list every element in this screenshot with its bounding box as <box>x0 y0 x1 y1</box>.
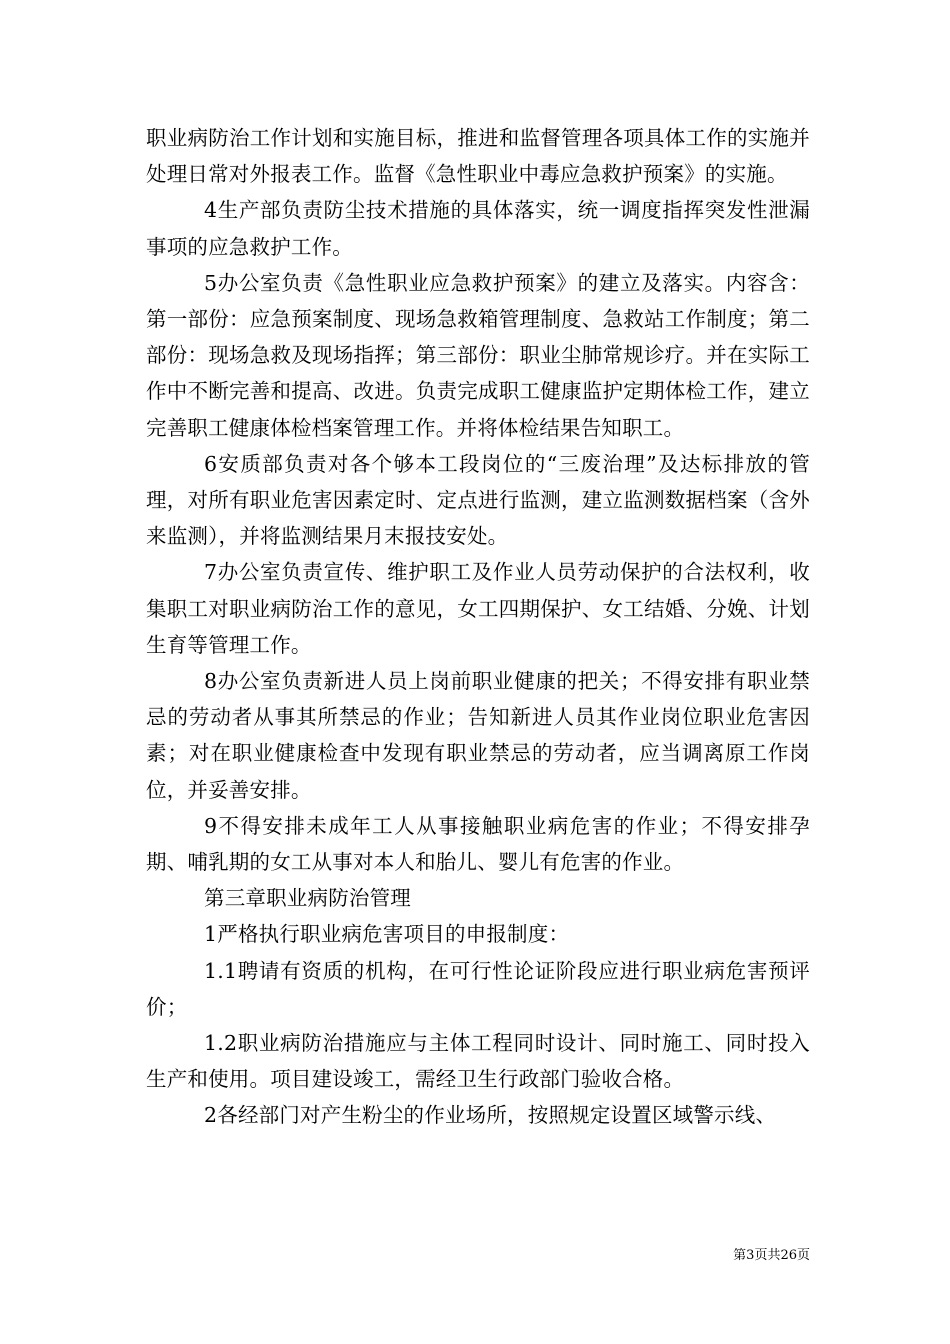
paragraph: 1.2职业病防治措施应与主体工程同时设计、同时施工、同时投入生产和使用。项目建设竣工，需经卫生行政部门验收合格。 <box>146 1031 810 1092</box>
paragraph: 4生产部负责防尘技术措施的具体落实，统一调度指挥突发性泄漏事项的应急救护工作。 <box>146 198 810 259</box>
paragraph: 职业病防治工作计划和实施目标，推进和监督管理各项具体工作的实施并处理日常对外报表工作。监督《急性职业中毒应急救护预案》的实施。 <box>146 126 810 187</box>
page-number: 第3页共26页 <box>733 1248 810 1263</box>
paragraph: 5办公室负责《急性职业应急救护预案》的建立及落实。内容含：第一部份：应急预案制度、现场急救箱管理制度、急救站工作制度；第二部份：现场急救及现场指挥；第三部份：职业尘肺常规诊疗。并在实际工作中不断完善和提高、改进。负责完成职工健康监护定期体检工作，建立完善职工健康体检档案管理工作。并将体检结果告知职工。 <box>146 270 810 440</box>
paragraph: 1.1聘请有资质的机构，在可行性论证阶段应进行职业病危害预评价； <box>146 958 810 1019</box>
paragraph: 8办公室负责新进人员上岗前职业健康的把关；不得安排有职业禁忌的劳动者从事其所禁忌的作业；告知新进人员其作业岗位职业危害因素；对在职业健康检查中发现有职业禁忌的劳动者，应当调离原工作岗位，并妥善安排。 <box>146 669 810 802</box>
document-body <box>146 120 810 1134</box>
paragraph: 2各经部门对产生粉尘的作业场所，按照规定设置区域警示线、 <box>204 1103 777 1128</box>
paragraph: 9不得安排未成年工人从事接触职业病危害的作业；不得安排孕期、哺乳期的女工从事对本人和胎儿、婴儿有危害的作业。 <box>146 813 810 875</box>
paragraph: 1严格执行职业病危害项目的申报制度： <box>204 922 570 947</box>
paragraph: 第三章职业病防治管理 <box>204 886 411 911</box>
page-footer <box>600 1247 810 1265</box>
paragraph: 6安质部负责对各个够本工段岗位的“三废治理”及达标排放的管理，对所有职业危害因素定时、定点进行监测，建立监测数据档案（含外来监测），并将监测结果月末报技安处。 <box>146 451 810 549</box>
paragraph: 7办公室负责宣传、维护职工及作业人员劳动保护的合法权利，收集职工对职业病防治工作的意见，女工四期保护、女工结婚、分娩、计划生育等管理工作。 <box>146 560 810 657</box>
